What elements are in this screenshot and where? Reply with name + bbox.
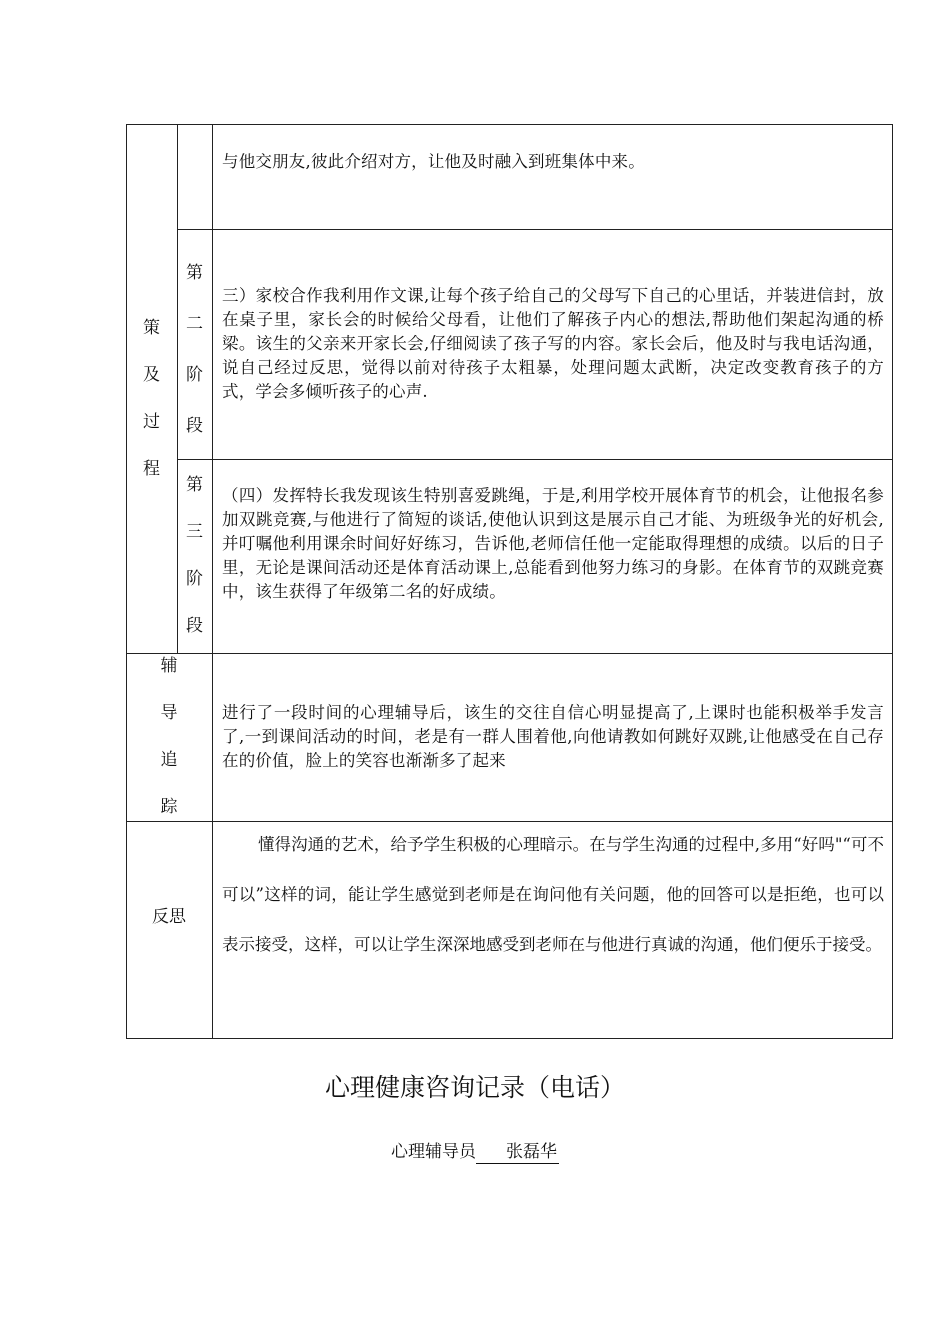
- stage3-char-3: 阶: [186, 569, 203, 589]
- strategy-char-2: 及: [143, 365, 160, 385]
- page-title: 心理健康咨询记录（电话）: [324, 1073, 625, 1102]
- stage3-char-4: 段: [186, 616, 203, 636]
- followup-char-4: 踪: [160, 797, 178, 817]
- row0-content: 与他交朋友,彼此介绍对方，让他及时融入到班集体中来。: [222, 152, 645, 171]
- row1-bottom-border: [177, 459, 893, 460]
- stage2-char-1: 第: [186, 263, 203, 283]
- row2-content: （四）发挥特长我发现该生特别喜爱跳绳，于是,利用学校开展体育节的机会，让他报名参加双跳竞赛,与他进行了简短的谈话,使他认识到这是展示自己才能、为班级争光的好机会,并叮嘱他利用课余时间好好练习，告诉他,老师信任他一定能取得理想的成绩。以后的日子里，无论是课间活动还是体育活动课上,总能看到他努力练习的身影。在体育节的双跳竞赛中，该生获得了年级第二名的好成绩。: [222, 486, 884, 601]
- row1-content: 三）家校合作我利用作文课,让每个孩子给自己的父母写下自己的心里话，并装进信封，放在桌子里，家长会的时候给父母看，让他们了解孩子内心的想法,帮助他们架起沟通的桥梁。该生的父亲来开家长会,仔细阅读了孩子写的内容。家长会后，他及时与我电话沟通，说自己经过反思，觉得以前对待孩子太粗暴，处理问题太武断，决定改变教育孩子的方式，学会多倾听孩子的心声.: [222, 286, 884, 401]
- followup-char-2: 导: [160, 703, 178, 723]
- reflection-content: 懂得沟通的艺术，给予学生积极的心理暗示。在与学生沟通的过程中,多用“好吗"“可不可以”这样的词，能让学生感觉到老师是在询问他有关问题，他的回答可以是拒绝，也可以表示接受，这样，可以让学生深深地感受到老师在与他进行真诚的沟通，他们便乐于接受。: [222, 835, 884, 954]
- counselor-label: 心理辅导员: [391, 1142, 476, 1162]
- stage2-label: [177, 265, 212, 469]
- reflection-label: 反思: [152, 907, 186, 927]
- table-bottom-border: [126, 1038, 893, 1039]
- followup-label: [126, 658, 212, 846]
- strategy-char-4: 程: [143, 459, 160, 479]
- stage3-label: [177, 477, 212, 665]
- table-left-border: [126, 124, 127, 1039]
- row0-bottom-border: [177, 229, 893, 230]
- followup-content: 进行了一段时间的心理辅导后，该生的交往自信心明显提高了,上课时也能积极举手发言了,一到课间活动的时间，老是有一群人围着他,向他请教如何跳好双跳,让他感受在自己存在的价值，脸上的笑容也渐渐多了起来: [222, 703, 884, 770]
- followup-char-1: 辅: [160, 656, 178, 676]
- counselor-name: 张磊华: [476, 1137, 559, 1164]
- stage3-char-2: 三: [186, 522, 203, 542]
- content-divider: [212, 124, 213, 1039]
- stage2-char-3: 阶: [186, 365, 203, 385]
- followup-char-3: 追: [160, 750, 178, 770]
- table-top-border: [126, 124, 893, 125]
- strategy-char-1: 策: [143, 318, 160, 338]
- counselor-line: [0, 1137, 950, 1164]
- strategy-char-3: 过: [143, 412, 160, 432]
- row2-bottom-border: [126, 653, 893, 654]
- stage3-char-1: 第: [186, 475, 203, 495]
- strategy-section-label: [126, 320, 177, 508]
- table-right-border: [892, 124, 893, 1039]
- stage2-char-2: 二: [186, 314, 203, 334]
- stage2-char-4: 段: [186, 416, 203, 436]
